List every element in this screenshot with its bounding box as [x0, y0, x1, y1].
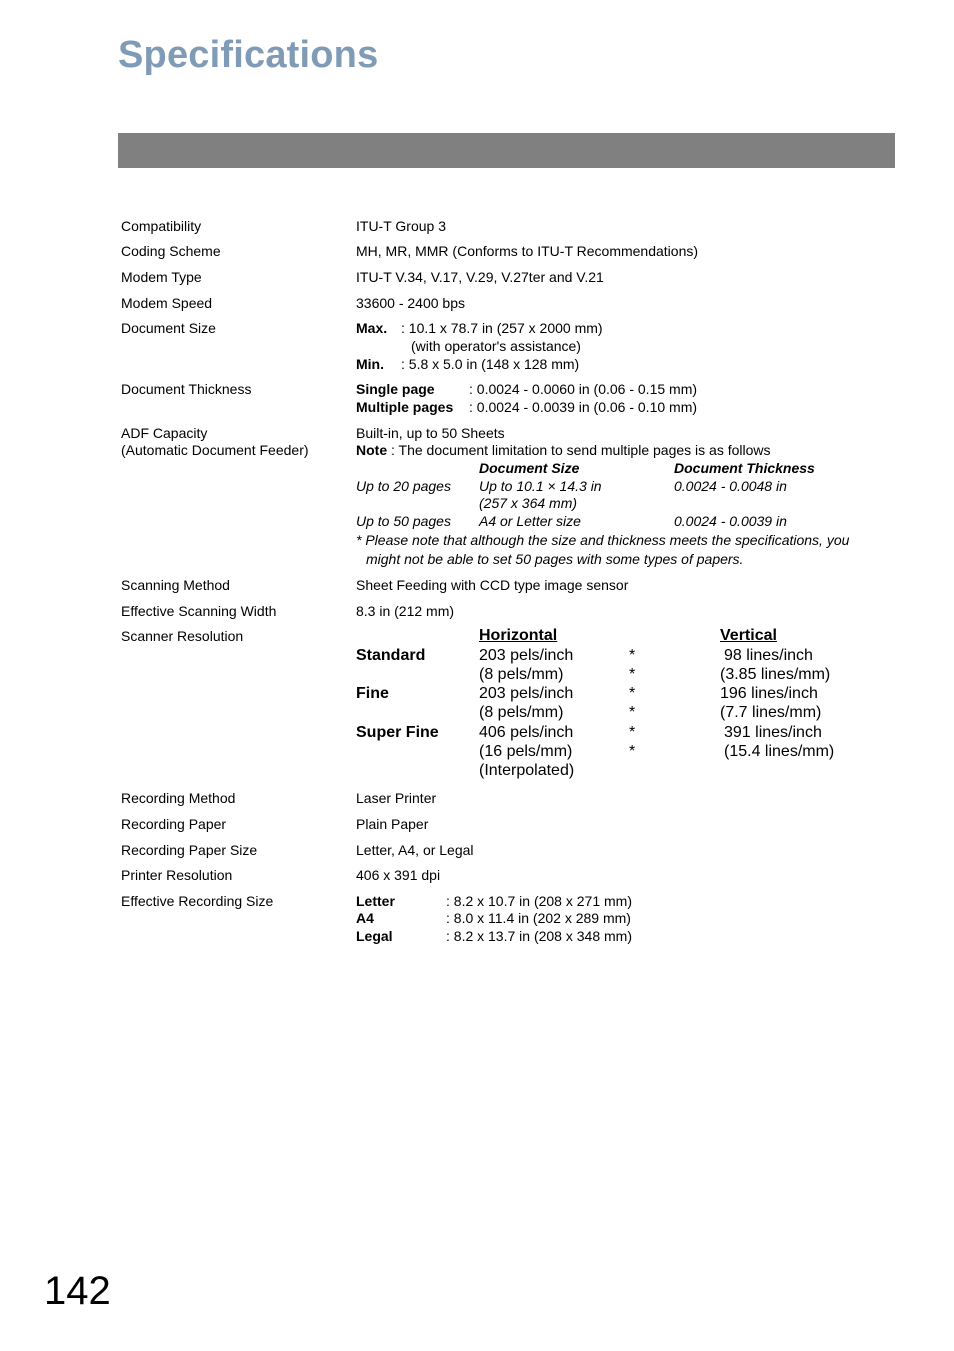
- spec-value-compatibility: ITU-T Group 3: [356, 218, 446, 234]
- scanner-res-star: *: [629, 685, 636, 702]
- spec-value-recording-paper: Plain Paper: [356, 816, 429, 832]
- doc-size-min-label: Min.: [356, 356, 384, 372]
- spec-label-compatibility: Compatibility: [121, 218, 202, 234]
- scanner-res-star: *: [629, 666, 636, 683]
- doc-size-max-value: : 10.1 x 78.7 in (257 x 2000 mm): [401, 320, 603, 336]
- adf-col-thickness: Document Thickness: [674, 460, 815, 476]
- adf-row1-pages: Up to 20 pages: [356, 478, 451, 494]
- spec-label-printer-res: Printer Resolution: [121, 867, 233, 883]
- adf-row2-thickness: 0.0024 - 0.0039 in: [674, 513, 787, 529]
- scanner-res-superfine-label: Super Fine: [356, 724, 439, 741]
- spec-value-modem-type: ITU-T V.34, V.17, V.29, V.27ter and V.21: [356, 269, 604, 285]
- spec-label-scan-width: Effective Scanning Width: [121, 603, 277, 619]
- adf-row1-size: Up to 10.1 × 14.3 in: [479, 478, 602, 494]
- scanner-res-superfine-h1: 406 pels/inch: [479, 724, 574, 741]
- doc-thickness-multi-label: Multiple pages: [356, 399, 454, 415]
- scanner-res-star: *: [629, 647, 636, 664]
- spec-label-recording-paper-size: Recording Paper Size: [121, 842, 258, 858]
- adf-footnote-line2: might not be able to set 50 pages with some types of papers.: [366, 551, 744, 567]
- scanner-res-standard-v2: (3.85 lines/mm): [720, 666, 831, 683]
- adf-col-size: Document Size: [479, 460, 580, 476]
- scanner-res-superfine-h2: (16 pels/mm): [479, 743, 573, 760]
- scanner-res-fine-v2: (7.7 lines/mm): [720, 704, 822, 721]
- scanner-res-superfine-v2: (15.4 lines/mm): [724, 743, 835, 760]
- spec-label-eff-rec-size: Effective Recording Size: [121, 893, 274, 909]
- page-title: Specifications: [118, 34, 379, 76]
- spec-value-modem-speed: 33600 - 2400 bps: [356, 295, 465, 311]
- eff-rec-legal-label: Legal: [356, 928, 393, 944]
- scanner-res-star: *: [629, 704, 636, 721]
- scanner-res-superfine-h3: (Interpolated): [479, 762, 575, 779]
- adf-note-text: : The document limitation to send multiple pages is as follows: [387, 442, 771, 458]
- scanner-res-fine-v1: 196 lines/inch: [720, 685, 818, 702]
- adf-note-label: Note: [356, 442, 388, 458]
- spec-label-recording-paper: Recording Paper: [121, 816, 227, 832]
- scanner-res-fine-label: Fine: [356, 685, 389, 702]
- spec-label-scanning-method: Scanning Method: [121, 577, 230, 593]
- spec-label-doc-thickness: Document Thickness: [121, 381, 252, 397]
- eff-rec-legal-value: : 8.2 x 13.7 in (208 x 348 mm): [446, 928, 632, 944]
- spec-label-modem-speed: Modem Speed: [121, 295, 213, 311]
- adf-value: Built-in, up to 50 Sheets: [356, 425, 505, 441]
- adf-row1-size-mm: (257 x 364 mm): [479, 495, 578, 511]
- doc-size-max-label: Max.: [356, 320, 388, 336]
- spec-value-recording-paper-size: Letter, A4, or Legal: [356, 842, 474, 858]
- page-number: 142: [44, 1269, 111, 1313]
- spec-value-recording-method: Laser Printer: [356, 790, 437, 806]
- doc-size-max-note: (with operator's assistance): [411, 338, 581, 354]
- scanner-res-standard-v1: 98 lines/inch: [724, 647, 813, 664]
- scanner-res-standard-label: Standard: [356, 647, 426, 664]
- spec-label-adf-sub: (Automatic Document Feeder): [121, 442, 309, 458]
- doc-thickness-single-label: Single page: [356, 381, 435, 397]
- eff-rec-letter-label: Letter: [356, 893, 395, 909]
- spec-value-scanning-method: Sheet Feeding with CCD type image sensor: [356, 577, 629, 593]
- spec-label-doc-size: Document Size: [121, 320, 216, 336]
- scanner-res-standard-h1: 203 pels/inch: [479, 647, 574, 664]
- spec-value-coding: MH, MR, MMR (Conforms to ITU-T Recommendations): [356, 243, 699, 259]
- scanner-res-superfine-v1: 391 lines/inch: [724, 724, 822, 741]
- scanner-res-horizontal-header: Horizontal: [479, 627, 558, 644]
- spec-label-adf: ADF Capacity: [121, 425, 208, 441]
- spec-value-printer-res: 406 x 391 dpi: [356, 867, 441, 883]
- spec-label-scanner-res: Scanner Resolution: [121, 628, 244, 644]
- adf-row1-thickness: 0.0024 - 0.0048 in: [674, 478, 787, 494]
- adf-note: [356, 441, 771, 459]
- scanner-res-star: *: [629, 743, 636, 760]
- eff-rec-letter-value: : 8.2 x 10.7 in (208 x 271 mm): [446, 893, 632, 909]
- scanner-res-standard-h2: (8 pels/mm): [479, 666, 564, 683]
- eff-rec-a4-label: A4: [356, 910, 374, 926]
- spec-value-scan-width: 8.3 in (212 mm): [356, 603, 455, 619]
- scanner-res-vertical-header: Vertical: [720, 627, 777, 644]
- spec-label-recording-method: Recording Method: [121, 790, 236, 806]
- scanner-res-star: *: [629, 724, 636, 741]
- scanner-res-fine-h1: 203 pels/inch: [479, 685, 574, 702]
- adf-footnote-line1: * Please note that although the size and thickness meets the specifications, you: [356, 532, 850, 548]
- scanner-res-fine-h2: (8 pels/mm): [479, 704, 564, 721]
- eff-rec-a4-value: : 8.0 x 11.4 in (202 x 289 mm): [446, 910, 631, 926]
- spec-label-coding: Coding Scheme: [121, 243, 221, 259]
- adf-row2-pages: Up to 50 pages: [356, 513, 451, 529]
- spec-label-modem-type: Modem Type: [121, 269, 202, 285]
- doc-thickness-multi-value: : 0.0024 - 0.0039 in (0.06 - 0.10 mm): [469, 399, 698, 415]
- doc-thickness-single-value: : 0.0024 - 0.0060 in (0.06 - 0.15 mm): [469, 381, 698, 397]
- doc-size-min-value: : 5.8 x 5.0 in (148 x 128 mm): [401, 356, 580, 372]
- adf-row2-size: A4 or Letter size: [479, 513, 581, 529]
